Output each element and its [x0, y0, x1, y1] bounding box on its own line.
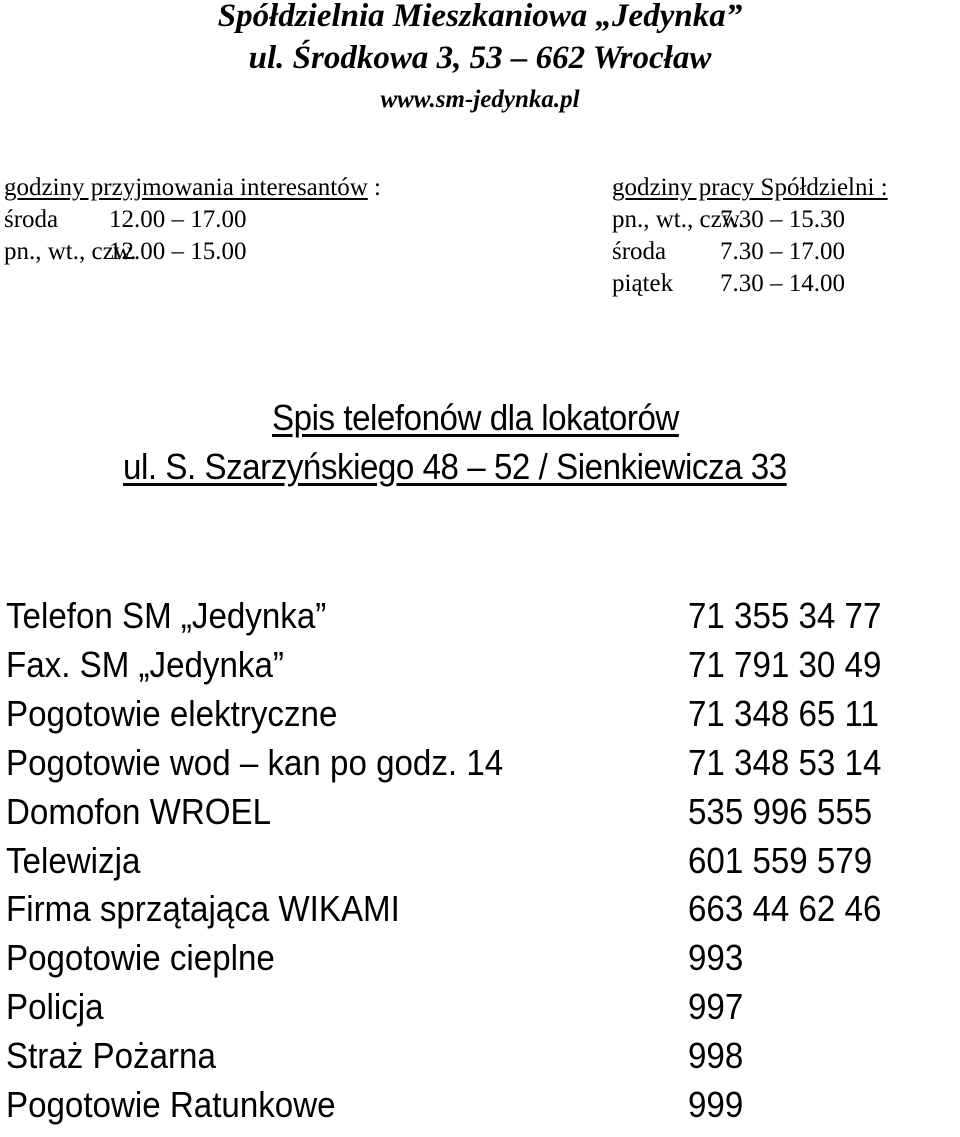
phone-entry	[6, 641, 956, 690]
phone-entry	[6, 788, 956, 837]
work-hours-section	[612, 172, 888, 300]
work-hours-title: godziny pracy Spółdzielni :	[612, 174, 888, 201]
phone-entry-number: 71 348 65 11	[688, 692, 879, 734]
work-hours-row	[612, 268, 888, 300]
phone-entry	[6, 934, 956, 983]
phone-entry-label: Telefon SM „Jedynka”	[6, 595, 327, 636]
phone-entry	[6, 1081, 956, 1130]
phone-entry-number: 71 355 34 77	[688, 595, 882, 636]
phone-entry-number: 998	[688, 1035, 744, 1077]
phone-entry-label: Policja	[6, 986, 104, 1028]
cooperative-website: www.sm-jedynka.pl	[380, 86, 580, 113]
work-hours-time: 7.30 – 15.30	[720, 206, 845, 233]
phone-entry	[6, 1032, 956, 1081]
cooperative-name: Spółdzielnia Mieszkaniowa „Jedynka”	[217, 0, 743, 34]
phone-entry-label: Fax. SM „Jedynka”	[6, 643, 284, 685]
phone-list	[6, 592, 956, 1130]
office-hours-section	[4, 172, 381, 268]
work-hours-day: pn., wt., czw.	[612, 206, 745, 233]
phone-entry-label: Pogotowie elektryczne	[6, 692, 338, 734]
office-hours-day: pn., wt., czw.	[4, 238, 137, 265]
office-hours-day: środa	[4, 206, 59, 233]
work-hours-day: piątek	[612, 270, 674, 297]
office-hours-title: godziny przyjmowania interesantów :	[4, 174, 381, 201]
phone-entry-number: 601 559 579	[688, 839, 873, 881]
phone-entry-label: Pogotowie wod – kan po godz. 14	[6, 741, 504, 783]
phone-list-title: Spis telefonów dla lokatorów	[272, 397, 679, 438]
phone-entry	[6, 690, 956, 739]
phone-entry-label: Pogotowie Ratunkowe	[6, 1084, 336, 1126]
cooperative-address: ul. Środkowa 3, 53 – 662 Wrocław	[248, 40, 712, 76]
phone-entry	[6, 983, 956, 1032]
work-hours-row	[612, 236, 888, 268]
phone-entry-number: 535 996 555	[688, 790, 873, 832]
office-hours-time: 12.00 – 15.00	[109, 238, 247, 265]
phone-entry-number: 71 348 53 14	[688, 741, 882, 783]
phone-entry-number: 71 791 30 49	[688, 643, 882, 685]
phone-entry	[6, 885, 956, 934]
work-hours-time: 7.30 – 17.00	[720, 238, 845, 265]
office-hours-row	[4, 236, 381, 268]
work-hours-day: środa	[612, 238, 667, 265]
office-hours-time: 12.00 – 17.00	[109, 206, 247, 233]
phone-list-street: ul. S. Szarzyńskiego 48 – 52 / Sienkiewicza 33	[123, 446, 787, 487]
phone-entry-label: Domofon WROEL	[6, 790, 272, 832]
phone-entry-label: Telewizja	[6, 839, 141, 881]
phone-entry-number: 999	[688, 1084, 744, 1126]
work-hours-row	[612, 204, 888, 236]
phone-entry-number: 993	[688, 937, 744, 979]
phone-entry	[6, 592, 956, 641]
phone-entry-label: Straż Pożarna	[6, 1035, 216, 1077]
phone-entry	[6, 739, 956, 788]
office-hours-row	[4, 204, 381, 236]
phone-entry-number: 997	[688, 986, 744, 1028]
phone-entry	[6, 837, 956, 886]
phone-entry-label: Firma sprzątająca WIKAMI	[6, 888, 400, 930]
phone-entry-label: Pogotowie cieplne	[6, 937, 275, 979]
phone-entry-number: 663 44 62 46	[688, 888, 882, 930]
work-hours-time: 7.30 – 14.00	[720, 270, 845, 297]
